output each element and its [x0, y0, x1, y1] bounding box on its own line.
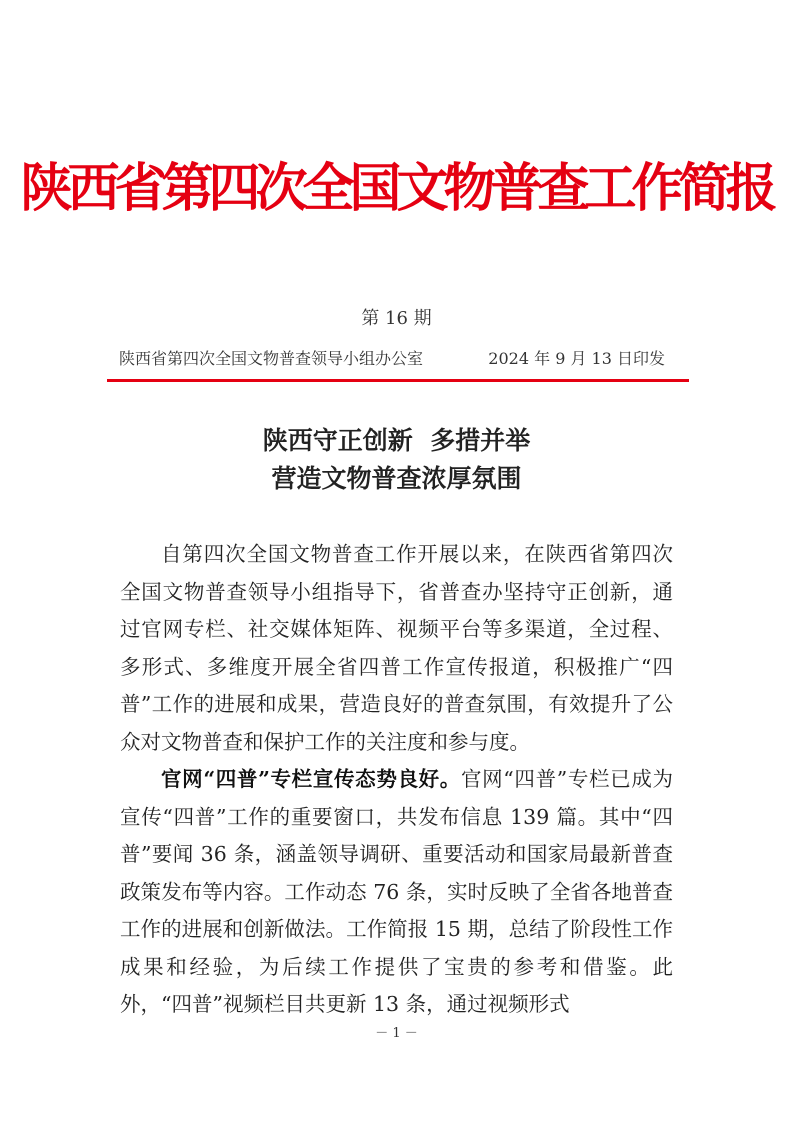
- newsletter-masthead: 陕西省第四次全国文物普查工作简报: [20, 159, 773, 219]
- article-title-line-1: 陕西守正创新 多措并举: [262, 426, 531, 455]
- red-divider-line: [107, 379, 689, 382]
- paragraph-lead-heading: 官网“四普”专栏宣传态势良好。: [161, 767, 461, 791]
- print-date: 2024 年 9 月 13 日印发: [488, 349, 665, 368]
- issuing-office: 陕西省第四次全国文物普查领导小组办公室: [119, 349, 424, 368]
- issue-number: 第 16 期: [361, 308, 432, 329]
- page-number: － 1 －: [375, 1026, 418, 1041]
- paragraph-body-text: 官网“四普”专栏已成为宣传“四普”工作的重要窗口，共发布信息 139 篇。其中“四普”要闻 36 条，涵盖领导调研、重要活动和国家局最新普查政策发布等内容。工作动态 76 条，实时反映了全省各地普查工作的进展和创新做法。工作简报 15 期，总结了阶段性工作成果和经验，为后续工作提供了宝贵的参考和借鉴。此外，“四普”视频栏目共更新 13 条，通过视频形式: [120, 767, 673, 1016]
- article-title-line-2: 营造文物普查浓厚氛围: [271, 464, 522, 493]
- paragraph-intro: 自第四次全国文物普查工作开展以来，在陕西省第四次全国文物普查领导小组指导下，省普查办坚持守正创新，通过官网专栏、社交媒体矩阵、视频平台等多渠道，全过程、多形式、多维度开展全省四普工作宣传报道，积极推广“四普”工作的进展和成果，营造良好的普查氛围，有效提升了公众对文物普查和保护工作的关注度和参与度。: [120, 542, 673, 754]
- paragraph-website-column: [120, 761, 673, 1024]
- article-body: [120, 536, 673, 1024]
- article-title: [0, 422, 793, 498]
